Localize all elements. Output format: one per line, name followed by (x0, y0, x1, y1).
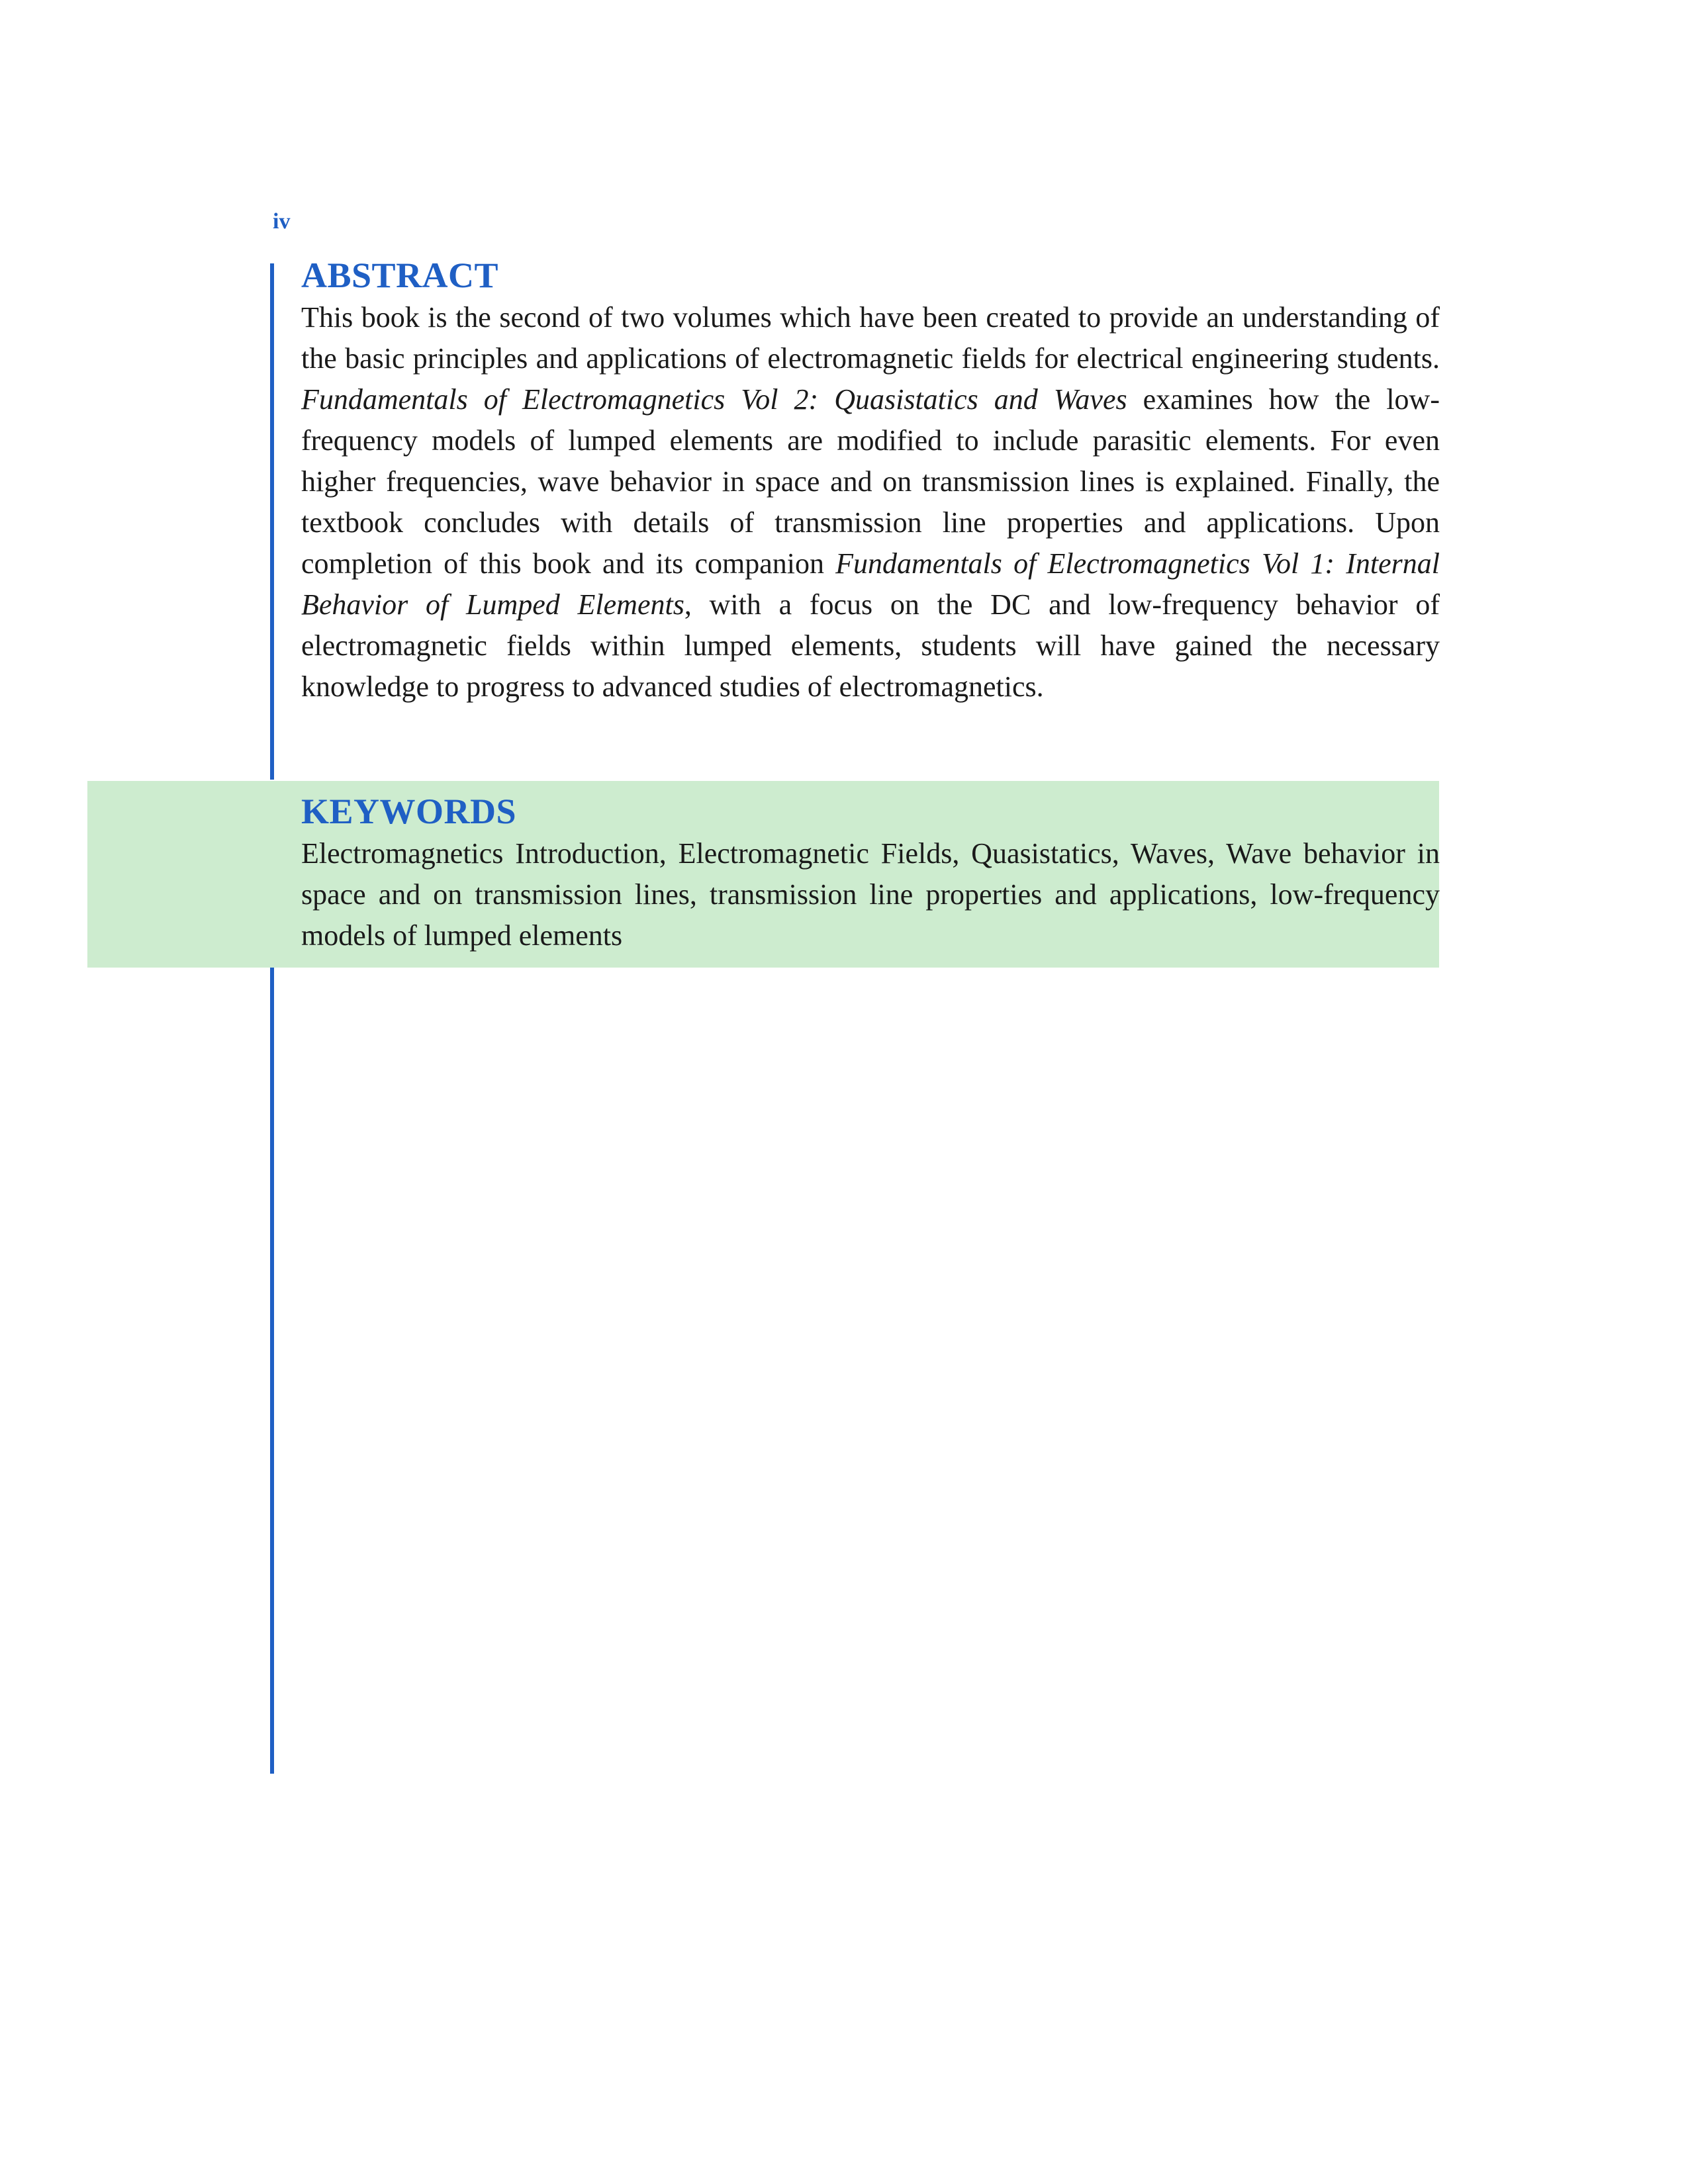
abstract-text-part-1: This book is the second of two volumes which have been created to provide an understanding of the basic principles and applications of electromagnetic fields for electrical engineering students. (301, 301, 1440, 375)
abstract-text-part-2: examines how the low-frequency models of lumped elements are modified to include parasitic elements. For even higher frequencies, wave behavior in space and on transmission lines is explained. Finally, the textbook concludes with details of transmission line properties and applications. Upon completion of this book and its companion (301, 383, 1440, 580)
abstract-title-vol2: Fundamentals of Electromagnetics Vol 2: Quasistatics and Waves (301, 383, 1127, 416)
keywords-heading: KEYWORDS (301, 792, 517, 831)
keywords-section (301, 790, 1440, 956)
margin-rule-top (270, 263, 274, 780)
keywords-body: Electromagnetics Introduction, Electromagnetic Fields, Quasistatics, Waves, Wave behavior in space and on transmission lines, transmission line properties and applications, low-frequency models of lumped elements (301, 837, 1440, 952)
abstract-title-vol1: Fundamentals of Electromagnetics Vol 1: Internal Behavior of Lumped Elements (301, 547, 1440, 621)
margin-rule-bottom (270, 968, 274, 1774)
abstract-heading: ABSTRACT (301, 255, 499, 295)
abstract-body (301, 297, 1440, 707)
abstract-section (301, 253, 1440, 707)
abstract-text-part-3: , with a focus on the DC and low-frequency behavior of electromagnetic fields within lumped elements, students will have gained the necessary knowledge to progress to advanced studies of electromagnetics. (301, 588, 1440, 703)
page-number: iv (273, 209, 291, 234)
